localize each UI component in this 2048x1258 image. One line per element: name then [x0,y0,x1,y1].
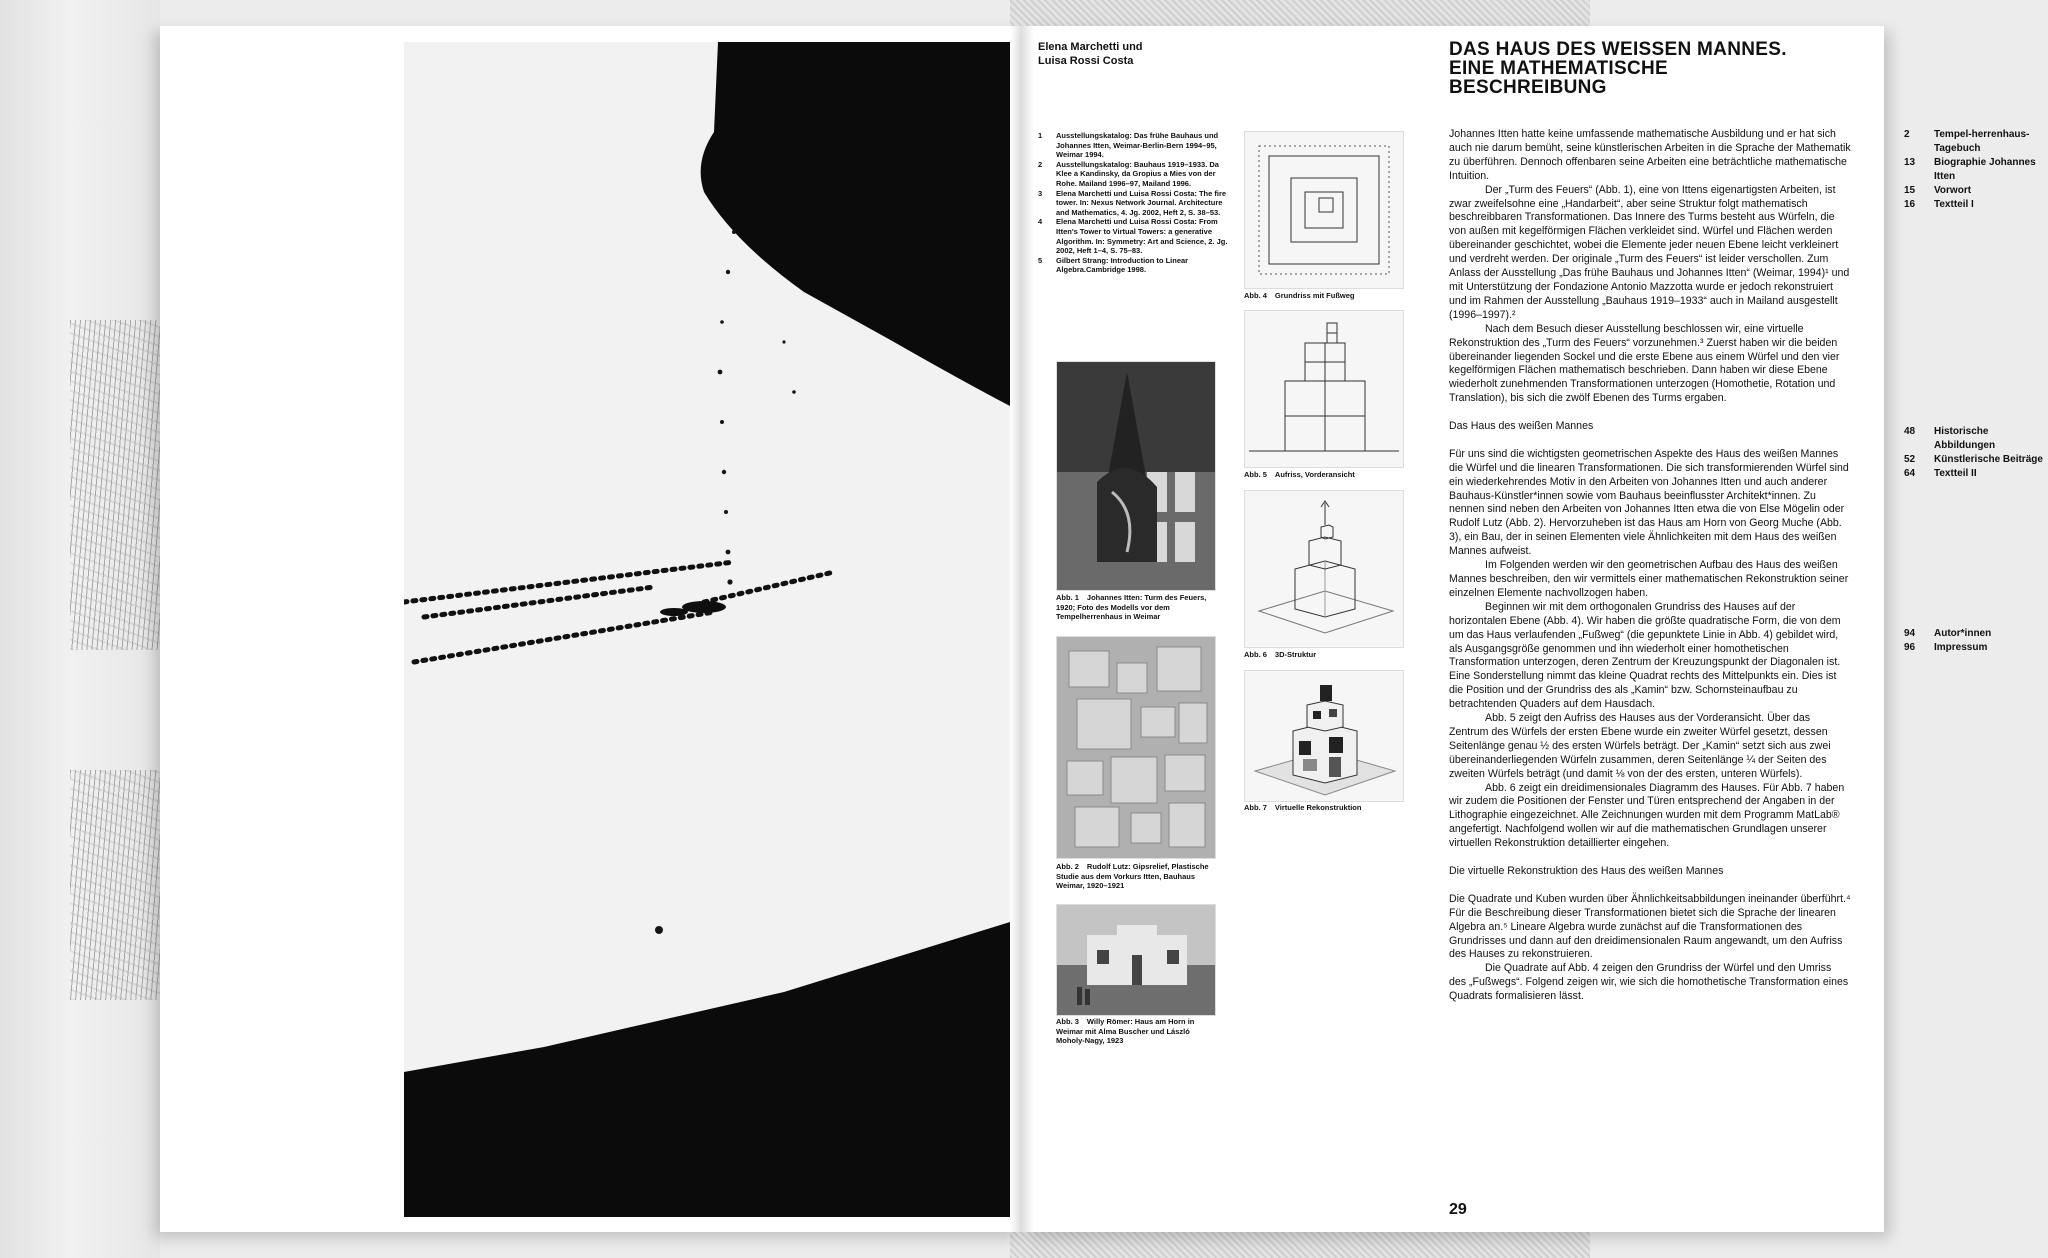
footnotes [1038,131,1233,275]
body-paragraph: Für uns sind die wichtigsten geometrischen Aspekte des Haus des weißen Mannes die Würfel und die linearen Transformationen. Die sich transformierenden Würfel sind ein wiederkehrendes Motiv in den Arbeiten von Johannes Itten und auch anderer Bauhaus-Künstler*innen sowie vom Bauhaus beeinflusster Architekt*innen. Zu nennen sind neben den Arbeiten von Johannes Itten etwa die von Else Mögelin oder Rudolf Lutz (Abb. 2). Hervorzuheben ist das Haus am Horn von Georg Muche (Abb. 3), ein Bau, der in seinen Elementen viele Ähnlichkeiten mit dem Haus des weißen Mannes aufweist. [1449,447,1849,558]
caption-text: Grundriss mit Fußweg [1274,291,1355,300]
toc-entry [1904,425,2044,453]
footnote-number: 5 [1038,255,1043,265]
author-line: Elena Marchetti und [1038,41,1143,53]
title-line: BESCHREIBUNG [1449,77,1607,98]
footnote [1038,131,1233,160]
article-body [1449,128,1851,1004]
body-paragraph: Johannes Itten hatte keine umfassende mathematische Ausbildung und er hat sich auch nie darum bemüht, seine künstlerischen Arbeiten in die Sprache der Mathematik zu überführen. Dennoch offenbaren seine Arbeiten eine beträchtliche mathematische Intuition. [1449,128,1851,182]
toc-page: 16 [1904,198,1916,210]
footnote-number: 4 [1038,217,1043,227]
toc-group [1904,425,2044,481]
footnote [1038,160,1233,189]
caption-label: Abb. 7 [1244,803,1267,812]
title-line: DAS HAUS DES WEISSEN MANNES. [1449,39,1787,60]
toc-page: 13 [1904,156,1916,168]
body-paragraph: Beginnen wir mit dem orthogonalen Grundriss des Hauses auf der horizontalen Ebene (Abb. 4). Wir haben die größte quadratische Form, die von dem um das Haus verlaufenden „Fußweg“ (die gepunktete Linie in Abb. 4) gebildet wird, als Ausgangsgröße genommen und ihn wiederholt einer homothetischen Transformation unterzogen, deren Zentrum der Kreuzungspunkt der Diagonalen ist. Eine Sonderstellung nimmt das kleine Quadrat rechts des Mittelpunkts ein. Dies ist die Position und der Grundriss des als „Kamin“ bzw. Schornsteinaufbau zu betrachtenden Quaders auf dem Hausdach. [1449,600,1841,711]
toc-page: 48 [1904,426,1916,437]
caption-abb7 [1244,803,1404,813]
paragraph-gap [1449,434,1851,448]
figure-abb1-photo [1056,361,1216,591]
book-gutter [1010,26,1034,1232]
footnote-number: 2 [1038,159,1043,169]
figure-abb4-drawing [1244,131,1404,289]
toc-group [1904,128,2044,211]
footnote-text: Ausstellungskatalog: Das frühe Bauhaus und Johannes Itten, Weimar-Berlin-Bern 1994–95, Weimar 1994. [1056,131,1219,160]
toc-entry [1904,641,2044,655]
toc-title: Tempel-herrenhaus-Tagebuch [1934,129,2030,154]
caption-label: Abb. 1 [1056,593,1079,602]
footnote [1038,217,1233,255]
figure-abb7-drawing [1244,670,1404,802]
toc-entry [1904,128,2044,156]
toc-entry [1904,198,2044,212]
body-paragraph: Nach dem Besuch dieser Ausstellung beschlossen wir, eine virtuelle Rekonstruktion des „Turm des Feuers“ vorzunehmen.³ Zuerst haben wir die beiden übereinander liegenden Sockel und die erste Ebene aus einem Würfel und den vier kegelförmigen Flächen mathematisch beschrieben. Dann haben wir diese Ebene wiederholt zunehmenden Transformationen unterzogen (Homothetie, Rotation und Translation), bis sich die zwölf Ebenen des Turms ergaben. [1449,322,1840,405]
footnote [1038,256,1233,275]
full-page-photo [404,42,1010,1217]
paragraph-gap [1449,851,1851,865]
toc-entry [1904,467,2044,481]
toc-entry [1904,184,2044,198]
background-left-page [0,0,160,1258]
author-line: Luisa Rossi Costa [1038,55,1134,67]
caption-text: 3D-Struktur [1274,650,1317,659]
footnote-text: Ausstellungskatalog: Bauhaus 1919–1933. Da Klee a Kandinsky, da Gropius a Mies von der Rohe. Mailand 1996–97, Mailand 1996. [1056,159,1219,188]
paragraph-gap [1449,406,1851,420]
toc-entry [1904,156,2044,184]
toc-title: Textteil I [1934,198,1974,210]
author-names [1038,40,1143,68]
background-stone-bottom [1010,1232,1590,1258]
background-sketch [70,320,165,650]
caption-label: Abb. 4 [1244,291,1267,300]
caption-text: Virtuelle Rekonstruktion [1274,803,1362,812]
article-title [1449,40,1787,97]
page-number: 29 [1449,1201,1467,1218]
caption-text: Johannes Itten: Turm des Feuers, 1920; Foto des Modells vor dem Tempelherrenhaus in Weimar [1056,593,1207,622]
toc-page: 2 [1904,129,1910,140]
footnote-text: Gilbert Strang: Introduction to Linear Algebra.Cambridge 1998. [1056,255,1189,275]
title-line: EINE MATHEMATISCHE [1449,58,1668,79]
toc-page: 96 [1904,641,1916,653]
toc-title: Impressum [1934,641,1988,653]
toc-entry [1904,627,2044,641]
toc-title: Autor*innen [1934,628,1992,639]
toc-title: Historische Abbildungen [1934,426,1996,451]
background-sketch [70,770,165,1000]
body-paragraph: Die Quadrate und Kuben wurden über Ähnlichkeitsabbildungen ineinander überführt.⁴ Für die Beschreibung dieser Transformationen bietet sich die Sprache der linearen Algebra an.⁵ Lineare Algebra wurde zunächst auf die Transformationen des Grundrisses und dann auf den dreidimensionalen Raum angewandt, um den Aufriss des Hauses zu rekonstruieren. [1449,892,1851,961]
toc-title: Künstlerische Beiträge [1934,453,2043,465]
caption-label: Abb. 6 [1244,650,1267,659]
footnote-number: 3 [1038,188,1043,198]
toc-title: Vorwort [1934,184,1972,196]
footnote [1038,189,1233,218]
toc-page: 64 [1904,467,1916,479]
toc-entry [1904,453,2044,467]
caption-text: Willy Römer: Haus am Horn in Weimar mit Alma Buscher und László Moholy-Nagy, 1923 [1056,1017,1195,1046]
caption-text: Rudolf Lutz: Gipsrelief, Plastische Studie aus dem Vorkurs Itten, Bauhaus Weimar, 1920–1921 [1056,862,1209,891]
body-paragraph: Im Folgenden werden wir den geometrischen Aufbau des Haus des weißen Mannes beschreiben, den wir vermittels einer mathematischen Rekonstruktion seiner einzelnen Elemente nachvollzogen haben. [1449,559,1849,599]
figure-abb5-drawing [1244,310,1404,468]
caption-abb3 [1056,1017,1216,1046]
caption-label: Abb. 3 [1056,1017,1079,1026]
caption-abb5 [1244,470,1404,480]
body-paragraph: Abb. 5 zeigt den Aufriss des Hauses aus der Vorderansicht. Über das Zentrum des Würfels der ersten Ebene wurde ein zweiter Würfel gesetzt, dessen Seitenlänge genau ½ des ersten Würfels beträgt. Der „Kamin“ setzt sich aus zwei übereinanderliegenden Würfeln zusammen, deren Seitenlänge ¼ der Seiten des zweiten Würfels beträgt (und damit ⅛ von der des ersten, unteren Würfels). [1449,712,1831,780]
toc-group [1904,627,2044,655]
figure-abb2-photo [1056,636,1216,859]
footnote-text: Elena Marchetti und Luisa Rossi Costa: The fire tower. In: Nexus Network Journal. Architecture and Mathematics, 4. Jg. 2002, Heft 2, S. 38–53. [1056,188,1227,217]
toc-title: Textteil II [1934,467,1977,479]
body-paragraph: Die virtuelle Rekonstruktion des Haus des weißen Mannes [1449,864,1724,877]
body-paragraph: Abb. 6 zeigt ein dreidimensionales Diagramm des Hauses. Für Abb. 7 haben wir zudem die Positionen der Fenster und Türen entsprechend der Angaben in der Lithographie eingezeichnet. Alle Zeichnungen wurden mit dem Programm MatLab® angefertigt. Nachfolgend wollen wir auf die mathematischen Grundlagen unserer virtuellen Rekonstruktion detaillierter eingehen. [1449,781,1845,850]
body-paragraph: Der „Turm des Feuers“ (Abb. 1), eine von Ittens eigenartigsten Arbeiten, ist zwar zweifelsohne eine „Handarbeit“, aber seine Struktur folgt mathematisch beschreibbaren Transformationen. Das Innere des Turms besteht aus Würfeln, die von außen mit kegelförmigen Flächen verkleidet sind. Würfel und Flächen werden übereinander geschichtet, wobei die Elemente jeder neuen Ebene leicht verkleinert und verdreht werden. Der originale „Turm des Feuers“ ist leider verschollen. Zum Anlass der Ausstellung „Das frühe Bauhaus und Johannes Itten“ (Weimar, 1994)¹ und mit Unterstützung der Fondazione Antonio Mazzotta wurde er jedoch rekonstruiert und im Rahmen der Ausstellung „Bauhaus 1919–1933“ auch in Mailand ausgestellt (1996–1997).² [1449,183,1850,321]
footnote-number: 1 [1038,131,1043,140]
caption-text: Aufriss, Vorderansicht [1274,470,1355,479]
toc-title: Biographie Johannes Itten [1934,156,2036,182]
toc-page: 52 [1904,453,1916,465]
toc-page: 15 [1904,184,1916,196]
footnote-text: Elena Marchetti und Luisa Rossi Costa: From Itten's Tower to Virtual Towers: a generative Algorithm. In: Symmetry: Art and Science, 2. Jg. 2002, Heft 1–4, S. 75–83. [1056,217,1228,256]
caption-abb6 [1244,650,1404,660]
body-paragraph: Die Quadrate auf Abb. 4 zeigen den Grundriss der Würfel und den Umriss des „Fußwegs“. Folgend zeigen wir, wie sich die homothetische Transformation eines Quadrats formalisieren lässt. [1449,962,1849,1003]
figure-abb6-drawing [1244,490,1404,648]
figure-abb3-photo [1056,904,1216,1016]
caption-abb1 [1056,593,1216,622]
caption-abb2 [1056,862,1216,891]
caption-abb4 [1244,291,1404,301]
toc-page: 94 [1904,628,1916,639]
caption-label: Abb. 5 [1244,470,1267,479]
body-paragraph: Das Haus des weißen Mannes [1449,420,1594,433]
paragraph-gap [1449,879,1851,893]
caption-label: Abb. 2 [1056,862,1079,871]
